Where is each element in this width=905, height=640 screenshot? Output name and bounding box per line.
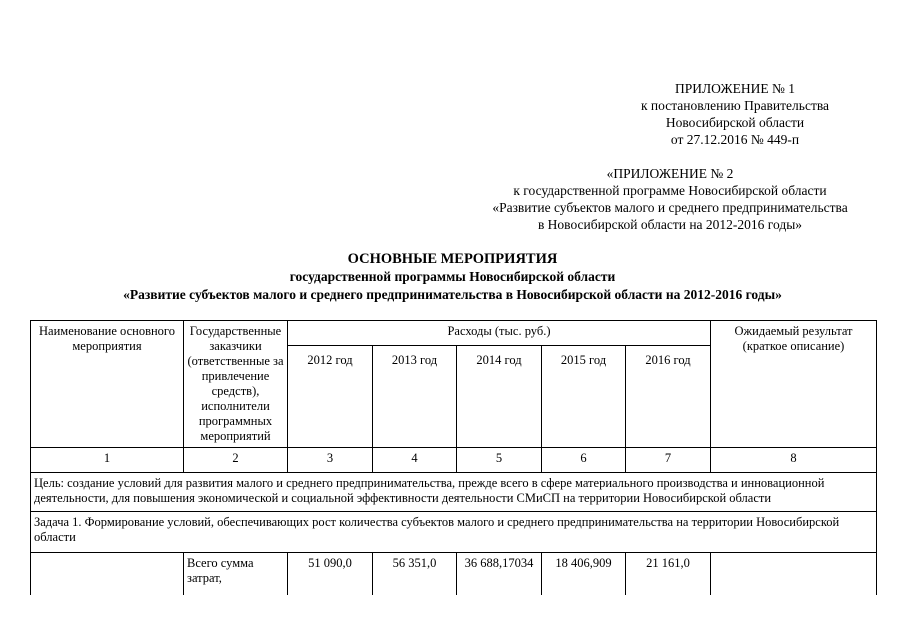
column-numbers-row [31,448,877,473]
header-row-1 [31,321,877,346]
total-row-result [711,553,877,596]
total-row-2013: 56 351,0 [373,553,457,596]
appendix-1-line-2: к постановлению Правительства [640,98,830,113]
document-title [30,250,875,304]
header-year-2016: 2016 год [626,346,711,448]
header-customers: Государственные заказчики (ответственные за привлечение средств), исполнители программных мероприятий [184,321,288,448]
column-number-7: 7 [626,448,711,473]
appendix-2-line-4: в Новосибирской области на 2012-2016 годы» [537,217,803,232]
appendix-1-header [600,80,870,148]
appendix-1-line-1: ПРИЛОЖЕНИЕ № 1 [674,81,796,96]
total-row-activity [31,553,184,596]
activities-table [30,320,876,595]
header-expenses: Расходы (тыс. руб.) [288,321,711,346]
goal-row [31,473,877,512]
appendix-2-header [470,165,870,233]
table-row [31,553,877,596]
title-line-3: «Развитие субъектов малого и среднего предпринимательства в Новосибирской области на 2012-2016 годы» [123,287,782,302]
header-year-2014: 2014 год [457,346,542,448]
total-row-2012: 51 090,0 [288,553,373,596]
header-activity-name: Наименование основного мероприятия [31,321,184,448]
appendix-2-line-3: «Развитие субъектов малого и среднего предпринимательства [492,200,848,215]
appendix-2-line-1: «ПРИЛОЖЕНИЕ № 2 [606,166,734,181]
total-row-2016: 21 161,0 [626,553,711,596]
total-row-label: Всего сумма затрат, [184,553,288,596]
task-1-text: Задача 1. Формирование условий, обеспечивающих рост количества субъектов малого и среднего предпринимательства на территории Новосибирской области [31,512,877,553]
column-number-1: 1 [31,448,184,473]
task-row [31,512,877,553]
goal-text: Цель: создание условий для развития малого и среднего предпринимательства, прежде всего в сфере материального производства и инновационной деятельности, для повышения экономической и социальной эффективности деятельности СМиСП на территории Новосибирской области [31,473,877,512]
header-year-2013: 2013 год [373,346,457,448]
title-line-2: государственной программы Новосибирской области [289,269,616,284]
header-year-2012: 2012 год [288,346,373,448]
column-number-8: 8 [711,448,877,473]
appendix-1-line-3: Новосибирской области [665,115,805,130]
appendix-2-line-2: к государственной программе Новосибирской области [513,183,827,198]
column-number-5: 5 [457,448,542,473]
appendix-1-line-4: от 27.12.2016 № 449-п [670,132,800,147]
total-row-2014: 36 688,17034 [457,553,542,596]
column-number-6: 6 [542,448,626,473]
total-row-2015: 18 406,909 [542,553,626,596]
header-expected-result: Ожидаемый результат (краткое описание) [711,321,877,448]
column-number-3: 3 [288,448,373,473]
title-line-1: ОСНОВНЫЕ МЕРОПРИЯТИЯ [347,251,558,267]
header-year-2015: 2015 год [542,346,626,448]
column-number-4: 4 [373,448,457,473]
column-number-2: 2 [184,448,288,473]
